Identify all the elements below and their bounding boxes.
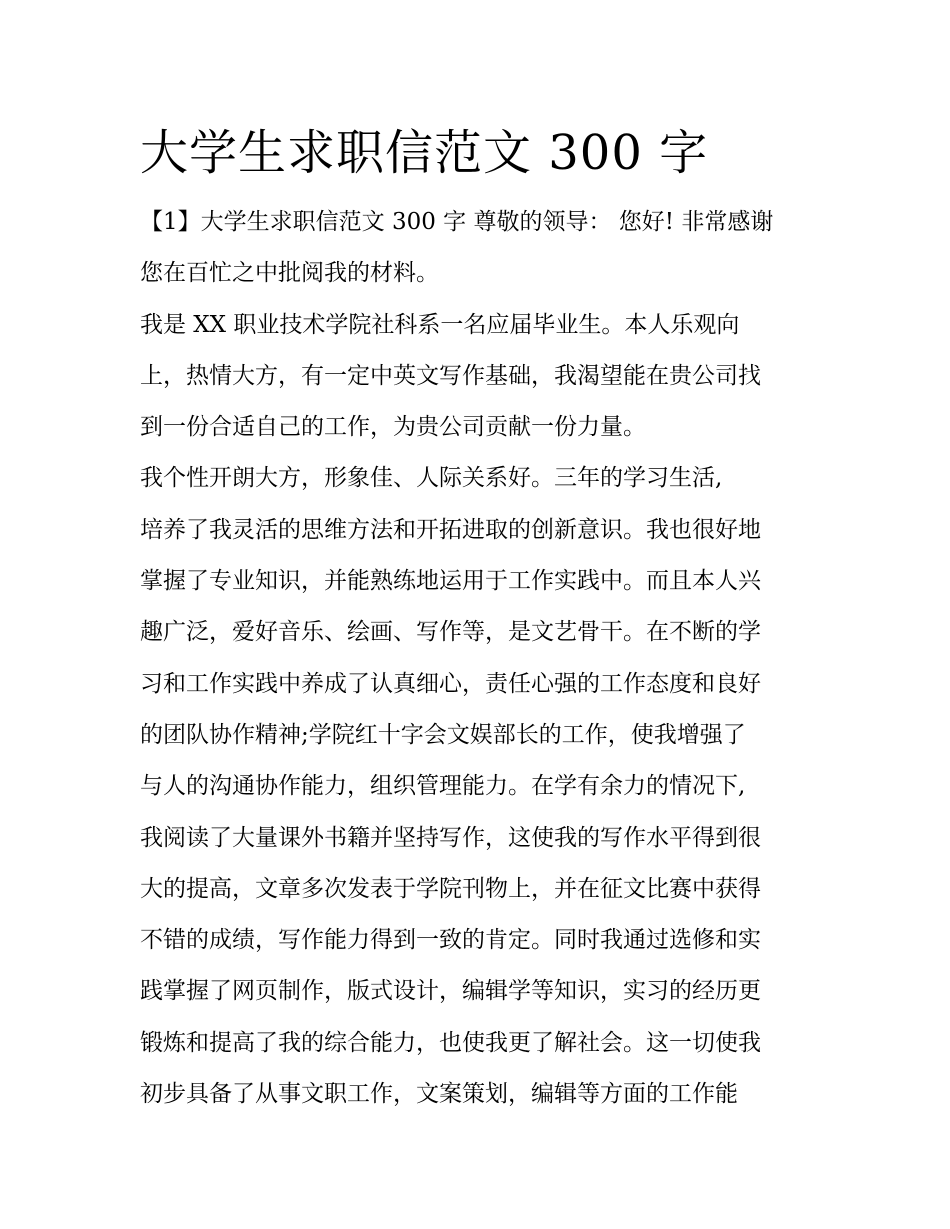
body-line: 我是 XX 职业技术学院社科系一名应届毕业生。本人乐观向 — [140, 311, 740, 338]
body-line: 习和工作实践中养成了认真细心，责任心强的工作态度和良好 — [140, 670, 761, 697]
body-line: 我个性开朗大方，形象佳、人际关系好。三年的学习生活, — [140, 465, 723, 492]
body-line: 【1】大学生求职信范文 300 字 尊敬的领导： 您好! 非常感谢 — [140, 209, 774, 235]
document-body — [140, 200, 820, 1123]
body-line: 上，热情大方，有一定中英文写作基础，我渴望能在贵公司找 — [140, 362, 761, 389]
body-line: 掌握了专业知识，并能熟练地运用于工作实践中。而且本人兴 — [140, 568, 761, 595]
body-line: 我阅读了大量课外书籍并坚持写作，这使我的写作水平得到很 — [140, 824, 761, 851]
body-line: 趣广泛，爱好音乐、绘画、写作等，是文艺骨干。在不断的学 — [140, 619, 761, 646]
body-line: 锻炼和提高了我的综合能力，也使我更了解社会。这一切使我 — [140, 1029, 761, 1056]
body-line: 到一份合适自己的工作，为贵公司贡献一份力量。 — [140, 414, 646, 441]
body-line: 大的提高，文章多次发表于学院刊物上，并在征文比赛中获得 — [140, 875, 761, 902]
document-title: 大学生求职信范文 300 字 — [140, 125, 709, 181]
body-line: 培养了我灵活的思维方法和开拓进取的创新意识。我也很好地 — [140, 516, 761, 543]
body-line: 与人的沟通协作能力，组织管理能力。在学有余力的情况下, — [140, 773, 746, 800]
body-line: 您在百忙之中批阅我的材料。 — [140, 260, 439, 287]
body-line: 践掌握了网页制作，版式设计，编辑学等知识，实习的经历更 — [140, 978, 761, 1005]
body-line: 初步具备了从事文职工作，文案策划，编辑等方面的工作能 — [140, 1081, 738, 1108]
body-line: 不错的成绩，写作能力得到一致的肯定。同时我通过选修和实 — [140, 927, 761, 954]
body-line: 的团队协作精神;学院红十字会文娱部长的工作，使我增强了 — [140, 721, 746, 748]
